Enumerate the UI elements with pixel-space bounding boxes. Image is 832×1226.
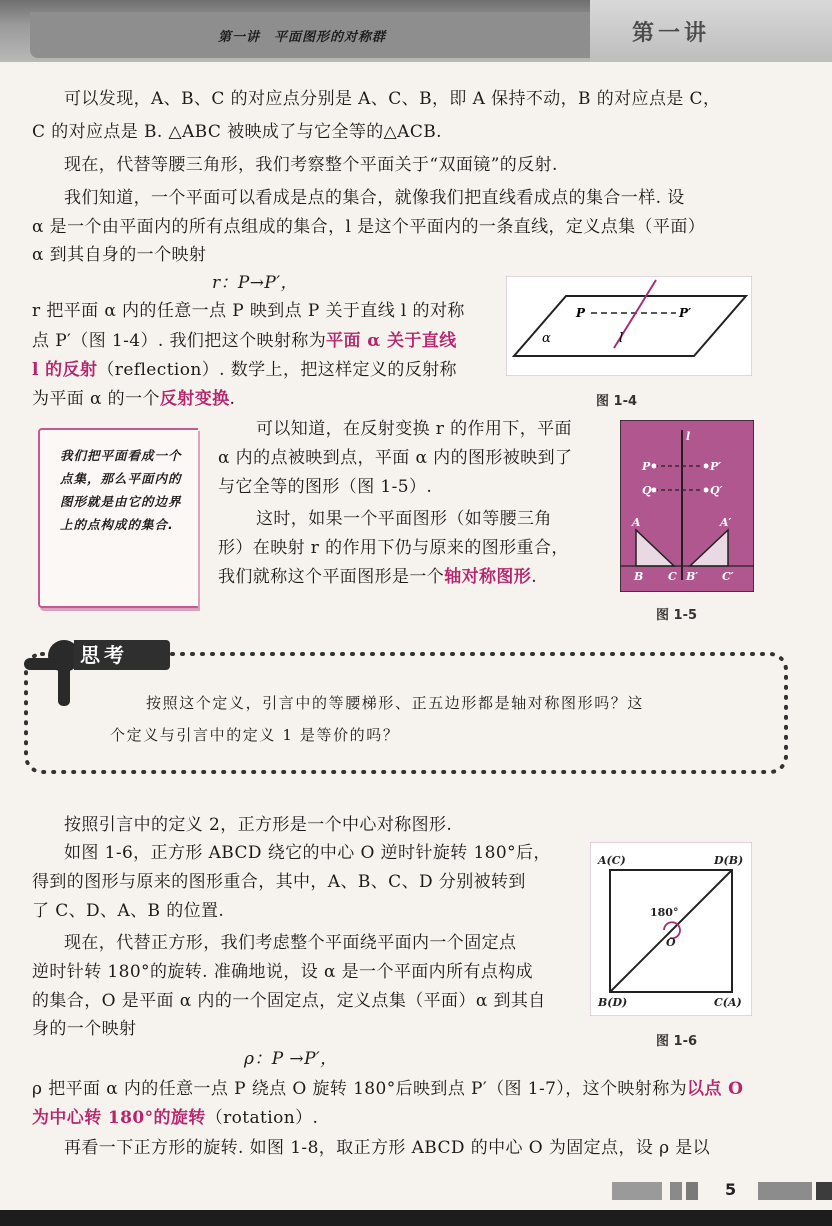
think-label: 思考 (74, 640, 170, 670)
para9-line4: 身的一个映射 (32, 1019, 137, 1039)
term-rotation: 为中心转 180°的旋转 (32, 1108, 206, 1128)
fig15-label-c-prime: C′ (722, 570, 734, 583)
fig14-label-p: P (576, 306, 586, 320)
fig14-frame (506, 276, 752, 376)
para3-line1: 我们知道，一个平面可以看成是点的集合，就像我们把直线看成点的集合一样. 设 (64, 188, 685, 208)
para9-line3: 的集合，O 是平面 α 内的一个固定点，定义点集（平面）α 到其自 (32, 991, 546, 1011)
para6-line2: 形）在映射 r 的作用下仍与原来的图形重合， (218, 538, 569, 558)
fig15-caption: 图 1-5 (656, 608, 698, 623)
header-tab-label: 第一讲 (632, 20, 711, 46)
fig15-label-b-prime: B′ (686, 570, 699, 583)
term-rotation-center: 以点 O (687, 1079, 744, 1099)
term-axial-symmetry: 轴对称图形 (444, 567, 532, 587)
fig15-label-l: l (686, 430, 691, 443)
header-tab (590, 0, 832, 62)
fig15-label-b: B (634, 570, 644, 583)
fig15-label-p-prime: P′ (710, 460, 722, 473)
para5-line2: α 内的点被映到点，平面 α 内的图形被映到了 (218, 448, 573, 468)
para8-line1: 如图 1-6，正方形 ABCD 绕它的中心 O 逆时针旋转 180°后， (64, 843, 551, 863)
para2: 现在，代替等腰三角形，我们考察整个平面关于“双面镜”的反射. (64, 155, 558, 175)
para4-line2: 点 P′（图 1-4）. 我们把这个映射称为平面 α 关于直线 (32, 331, 457, 351)
para11: 再看一下正方形的旋转. 如图 1-8，取正方形 ABCD 的中心 O 为固定点，设 ρ 是以 (64, 1138, 711, 1158)
fig15-label-c: C (668, 570, 677, 583)
fig14-label-l: l (619, 331, 624, 346)
fig14-label-alpha: α (542, 331, 551, 346)
para4-line3: l 的反射（reflection）. 数学上，把这样定义的反射称 (32, 360, 457, 380)
para3-line3: α 到其自身的一个映射 (32, 245, 207, 265)
para5-line3: 与它全等的图形（图 1-5）. (218, 477, 433, 497)
fig15-point-p-prime (704, 464, 709, 469)
fig16-label-ca: C(A) (714, 996, 742, 1009)
page-number: 5 (725, 1180, 737, 1199)
para4-line4: 为平面 α 的一个反射变换. (32, 389, 236, 409)
footer-bars (612, 1178, 832, 1204)
fig15-point-q (652, 488, 657, 493)
side-note-text: 我们把平面看成一个点集，那么平面内的图形就是由它的边界上的点构成的集合. (60, 448, 182, 532)
para3-line2: α 是一个由平面内的所有点组成的集合，l 是这个平面内的一条直线，定义点集（平面） (32, 217, 706, 237)
para1-line2: C 的对应点是 B. △ABC 被映成了与它全等的△ACB. (32, 122, 442, 142)
fig15-label-p: P (642, 460, 651, 473)
fig15-label-q: Q (642, 484, 652, 497)
para7: 按照引言中的定义 2，正方形是一个中心对称图形. (64, 815, 453, 835)
formula-r: r：P→P′， (212, 273, 298, 293)
term-reflection-transform: 反射变换 (159, 389, 230, 409)
think-line1: 按照这个定义，引言中的等腰梯形、正五边形都是轴对称图形吗？这 (146, 694, 645, 712)
para10-line2: 为中心转 180°的旋转（rotation）. (32, 1108, 319, 1128)
fig16-frame (590, 842, 752, 1016)
para9-line2: 逆时针转 180°的旋转. 准确地说，设 α 是一个平面内所有点构成 (32, 962, 534, 982)
fig14-caption: 图 1-4 (596, 394, 638, 409)
para4-line1: r 把平面 α 内的任意一点 P 映到点 P 关于直线 l 的对称 (32, 301, 465, 321)
think-line2: 个定义与引言中的定义 1 是等价的吗？ (110, 726, 400, 744)
bottom-rule (0, 1210, 832, 1226)
term-reflection: l 的反射 (32, 360, 98, 380)
fig16-label-db: D(B) (714, 854, 744, 867)
fig15-label-a: A (632, 516, 641, 529)
fig16-label-o: O (666, 936, 676, 949)
fig16-label-bd: B(D) (598, 996, 628, 1009)
para5-line1: 可以知道，在反射变换 r 的作用下，平面 (256, 419, 572, 439)
para6-line1: 这时，如果一个平面图形（如等腰三角 (256, 509, 552, 529)
para8-line3: 了 C、D、A、B 的位置. (32, 901, 225, 921)
fig15-label-a-prime: A′ (720, 516, 732, 529)
fig16-label-ac: A(C) (598, 854, 626, 867)
para8-line2: 得到的图形与原来的图形重合，其中，A、B、C、D 分别被转到 (32, 872, 526, 892)
para10-line1: ρ 把平面 α 内的任意一点 P 绕点 O 旋转 180°后映到点 P′（图 1-7），这个映射称为以点 O (32, 1079, 744, 1099)
para6-line3: 我们就称这个平面图形是一个轴对称图形. (218, 567, 538, 587)
fig15-point-p (652, 464, 657, 469)
fig16-caption: 图 1-6 (656, 1034, 698, 1049)
fig15-label-q-prime: Q′ (710, 484, 723, 497)
figure-1-5 (620, 420, 754, 592)
header-title: 第一讲 平面图形的对称群 (218, 30, 387, 45)
fig16-label-angle: 180° (650, 906, 679, 919)
figure-1-6 (590, 842, 752, 1016)
figure-1-4 (506, 276, 752, 376)
fig14-label-p-prime: P′ (679, 306, 692, 320)
para1-line1: 可以发现，A、B、C 的对应点分别是 A、C、B，即 A 保持不动，B 的对应点是 C， (64, 89, 721, 109)
fig15-point-q-prime (704, 488, 709, 493)
term-reflection-plane: 平面 α 关于直线 (326, 331, 457, 351)
para9-line1: 现在，代替正方形，我们考虑整个平面绕平面内一个固定点 (64, 933, 517, 953)
side-note (38, 428, 198, 608)
formula-rho: ρ：P →P′， (244, 1049, 338, 1069)
